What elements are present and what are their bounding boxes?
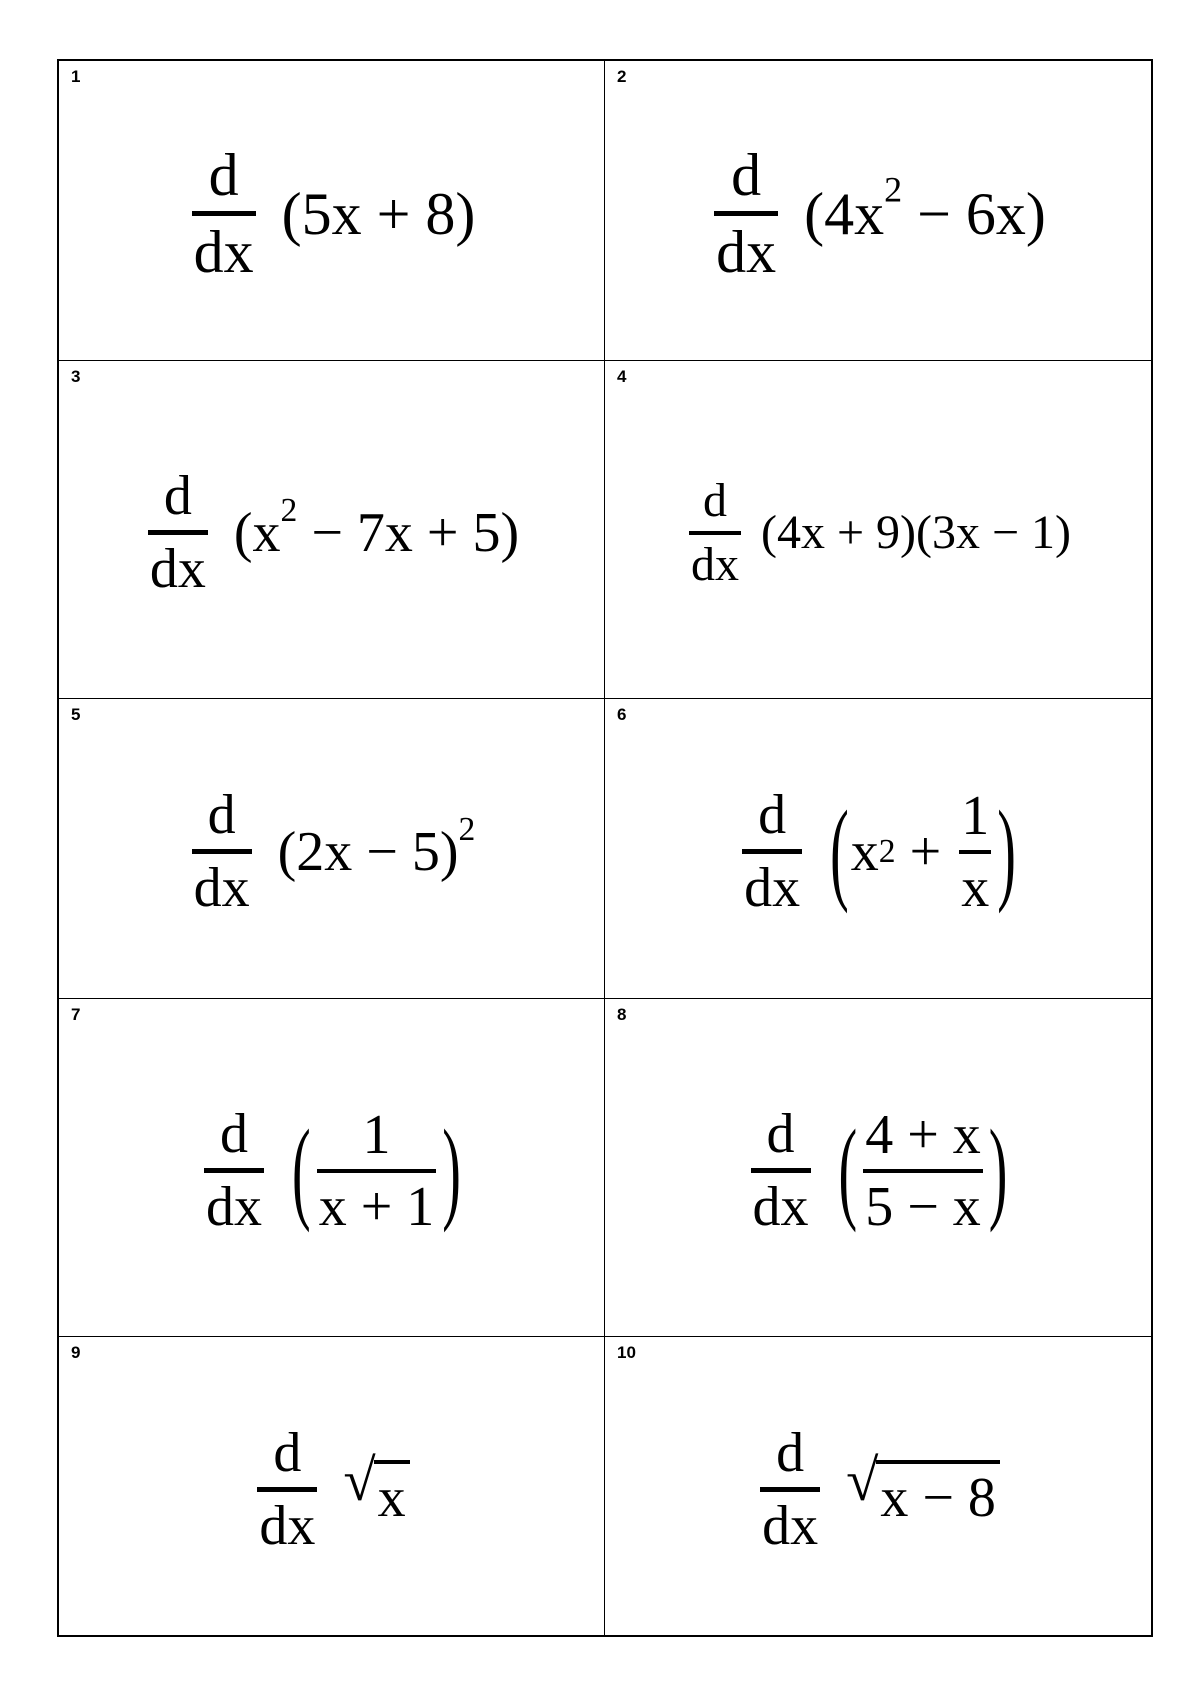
- radicand: x: [374, 1460, 410, 1526]
- d-dx-operator: $\frac{d}{dx}$: [259, 1421, 316, 1557]
- open-paren: (: [838, 1106, 858, 1235]
- card-number: 4: [617, 367, 627, 386]
- d-dx-operator: $\frac{d}{dx}$: [690, 473, 739, 591]
- d-dx-operator: $\frac{d}{dx}$: [193, 142, 254, 285]
- d-dx-operator: $\frac{d}{dx}$: [752, 1103, 809, 1238]
- open-paren: (: [292, 1106, 311, 1235]
- card-number: 10: [617, 1343, 636, 1362]
- d-dx-operator: $\frac{d}{dx}$: [149, 465, 206, 600]
- card-6: [605, 699, 1151, 999]
- square-root: [846, 1448, 1000, 1529]
- card-10: [605, 1337, 1151, 1635]
- function-fraction: $\frac{4 + x}{5 - x}$: [865, 1103, 981, 1238]
- expression: [59, 1337, 604, 1635]
- card-2: [605, 61, 1151, 361]
- expression: [59, 61, 604, 360]
- card-number: 2: [617, 67, 627, 86]
- reciprocal-fraction: $\frac{1}{x}$: [961, 784, 990, 919]
- d-dx-operator: $\frac{d}{dx}$: [716, 142, 777, 285]
- close-paren: ): [442, 1106, 461, 1235]
- radicand: x − 8: [876, 1460, 1000, 1526]
- card-9: [59, 1337, 605, 1635]
- radical-sign: √: [343, 1448, 376, 1513]
- card-number: 5: [71, 705, 81, 724]
- d-dx-operator: $\frac{d}{dx}$: [744, 784, 801, 919]
- square-root: [343, 1448, 409, 1529]
- function: $(x^2 - 7x + 5)$: [233, 491, 520, 564]
- card-4: [605, 361, 1151, 699]
- d-dx-operator: $\frac{d}{dx}$: [206, 1103, 263, 1238]
- card-3: [59, 361, 605, 699]
- derivative-cards-grid: [57, 59, 1153, 1637]
- function-fraction: $\frac{1}{x + 1}$: [318, 1103, 435, 1238]
- expression: [59, 699, 604, 998]
- card-number: 3: [71, 367, 81, 386]
- close-paren: ): [988, 1106, 1008, 1235]
- expression: [605, 361, 1151, 698]
- d-dx-operator: $\frac{d}{dx}$: [193, 784, 250, 919]
- card-7: [59, 999, 605, 1337]
- open-paren: (: [830, 787, 849, 916]
- d-dx-operator: $\frac{d}{dx}$: [762, 1421, 819, 1557]
- exponent: 2: [458, 810, 476, 848]
- function: $(2x - 5)^2$: [277, 810, 476, 883]
- expression: [59, 999, 604, 1336]
- function: (4x + 9)(3x − 1): [760, 505, 1072, 559]
- expression: [605, 999, 1151, 1336]
- radical-sign: √: [846, 1448, 879, 1513]
- exponent: 2: [884, 169, 903, 210]
- expression: [59, 361, 604, 698]
- card-1: [59, 61, 605, 361]
- card-number: 8: [617, 1005, 627, 1024]
- card-number: 6: [617, 705, 627, 724]
- card-number: 9: [71, 1343, 81, 1362]
- function: $(4x^2 - 6x)$: [804, 169, 1046, 247]
- function: (5x + 8): [281, 180, 476, 247]
- expression: [605, 61, 1151, 360]
- expression: [605, 1337, 1151, 1635]
- card-5: [59, 699, 605, 999]
- exponent: 2: [280, 491, 298, 529]
- card-number: 1: [71, 67, 81, 86]
- close-paren: ): [997, 787, 1016, 916]
- card-8: [605, 999, 1151, 1337]
- card-number: 7: [71, 1005, 81, 1024]
- expression: $\frac{d}{dx}$ ( x 2 + $\frac{1}{x}$ ): [744, 784, 1016, 919]
